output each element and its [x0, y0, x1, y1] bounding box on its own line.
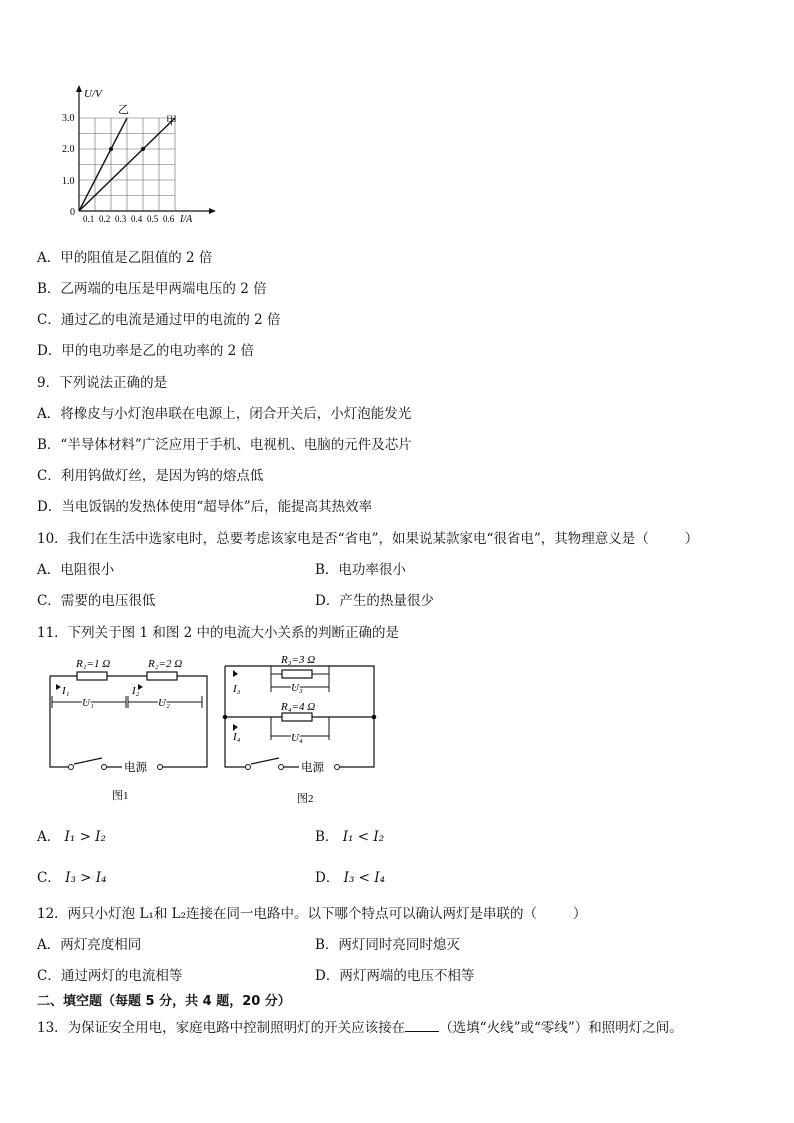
data-point: [109, 147, 113, 151]
r2-label: R₂=2 Ω: [148, 658, 183, 670]
q11-option-d: [315, 869, 385, 887]
resistor-r4: [282, 713, 312, 721]
q9-option-b: B．“半导体材料”广泛应用于手机、电视机、电脑的元件及芯片: [37, 437, 412, 453]
q10-option-d: D．产生的热量很少: [315, 593, 434, 609]
q10-stem-text: 10．我们在生活中选家电时，总要考虑该家电是否“省电”，如果说某款家电“很省电”，其物理意义是（: [37, 531, 649, 547]
u4-label: U₄: [291, 732, 303, 744]
figure-2-caption: 图2: [297, 793, 314, 805]
x-tick: 0.1: [83, 214, 95, 224]
circuit-figure-1: [42, 652, 217, 807]
x-tick: 0.4: [131, 214, 143, 224]
q11-option-b-label: B．: [315, 829, 339, 845]
q9-option-c: C．利用钨做灯丝，是因为钨的熔点低: [37, 468, 264, 484]
q9-option-a: A．将橡皮与小灯泡串联在电源上，闭合开关后，小灯泡能发光: [37, 406, 412, 422]
q8-option-d: D．甲的电功率是乙的电功率的 2 倍: [37, 343, 254, 359]
resistor-r3: [282, 670, 312, 678]
q11-option-b: [315, 828, 384, 846]
q12-option-d: D．两灯两端的电压不相等: [315, 968, 475, 984]
u-i-graph: [62, 80, 232, 230]
circuit-figure-2: [219, 652, 389, 807]
resistor-r1: [77, 672, 107, 680]
q8-option-b: B．乙两端的电压是甲两端电压的 2 倍: [37, 281, 267, 297]
q11-option-c-label: C．: [37, 870, 61, 886]
q13-stem: [37, 1019, 683, 1037]
figure-1-caption: 图1: [112, 790, 129, 802]
q12-option-b: B．两灯同时亮同时熄灭: [315, 937, 460, 953]
q13-stem-after: （选填“火线”或“零线”）和照明灯之间。: [439, 1020, 683, 1036]
q12-stem: [37, 905, 587, 923]
y-tick-2: 2.0: [62, 144, 75, 155]
line-label-yi: 乙: [118, 104, 129, 116]
i2-label: I₂: [132, 685, 140, 697]
q13-stem-before: 13．为保证安全用电，家庭电路中控制照明灯的开关应该接在: [37, 1020, 406, 1036]
line-label-jia: 甲: [166, 115, 177, 127]
y-axis-label: U/V: [84, 88, 102, 100]
y-axis-arrow: [76, 85, 82, 92]
q9-stem: 9．下列说法正确的是: [37, 375, 168, 391]
x-tick: 0.2: [99, 214, 111, 224]
i3-label: I₃: [233, 683, 241, 695]
u2-label: U₂: [158, 697, 170, 709]
i4-label: I₄: [233, 731, 241, 743]
q11-option-a-math: I₁ > I₂: [64, 829, 106, 845]
q8-option-a: A．甲的阻值是乙阻值的 2 倍: [37, 250, 213, 266]
i1-label: I₁: [62, 685, 70, 697]
q8-option-c: C．通过乙的电流是通过甲的电流的 2 倍: [37, 312, 281, 328]
q11-option-c-math: I₃ > I₄: [65, 870, 107, 886]
q10-stem-end: ）: [684, 531, 699, 547]
q9-option-d: D．当电饭锅的发热体使用“超导体”后，能提高其热效率: [37, 499, 373, 515]
q13-blank: [405, 1019, 439, 1032]
x-tick: 0.6: [163, 214, 175, 224]
y-tick-0: 0: [70, 207, 75, 218]
q11-option-d-label: D．: [315, 870, 340, 886]
r3-label: R₃=3 Ω: [281, 654, 316, 666]
source-label-2: 电源: [301, 762, 324, 774]
u1-label: U₁: [82, 697, 94, 709]
r4-label: R₄=4 Ω: [281, 701, 316, 713]
q10-option-a: A．电阻很小: [37, 562, 115, 578]
q11-option-a-label: A．: [37, 829, 61, 845]
x-axis-label: I/A: [180, 214, 193, 225]
q10-option-c: C．需要的电压很低: [37, 593, 156, 609]
q10-option-b: B．电功率很小: [315, 562, 406, 578]
q11-stem: 11．下列关于图 1 和图 2 中的电流大小关系的判断正确的是: [37, 625, 400, 641]
x-axis-arrow: [209, 208, 216, 214]
q10-stem: [37, 530, 698, 548]
q12-option-a: A．两灯亮度相同: [37, 937, 142, 953]
resistor-r2: [147, 672, 177, 680]
x-tick: 0.5: [147, 214, 159, 224]
q11-option-b-math: I₁ < I₂: [342, 829, 385, 845]
source-label-1: 电源: [124, 762, 147, 774]
q11-option-a: [37, 828, 106, 846]
y-tick-1: 1.0: [62, 176, 75, 187]
q11-option-d-math: I₃ < I₄: [343, 870, 386, 886]
y-tick-3: 3.0: [62, 113, 75, 124]
q12-stem-text: 12．两只小灯泡 L₁和 L₂连接在同一电路中。以下哪个特点可以确认两灯是串联的（: [37, 906, 538, 922]
q12-option-c: C．通过两灯的电流相等: [37, 968, 183, 984]
q11-option-c: [37, 869, 107, 887]
u3-label: U₃: [291, 682, 303, 694]
q12-stem-end: ）: [573, 906, 587, 922]
data-point: [141, 147, 145, 151]
section-2-heading: 二、填空题（每题 5 分，共 4 题，20 分）: [37, 994, 291, 1009]
x-tick: 0.3: [115, 214, 127, 224]
r1-label: R₁=1 Ω: [76, 658, 111, 670]
